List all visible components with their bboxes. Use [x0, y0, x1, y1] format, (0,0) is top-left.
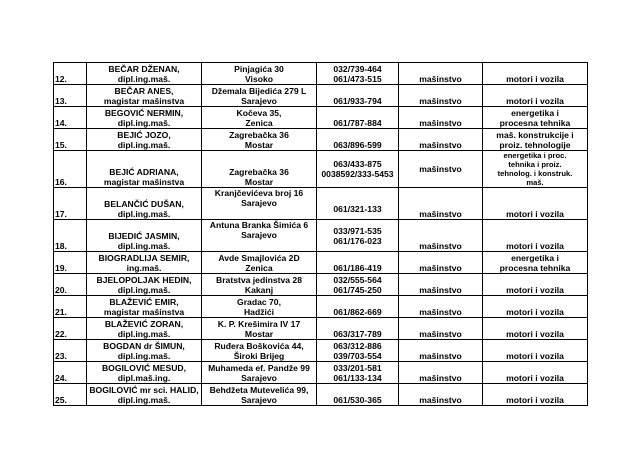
phone-line: 061/186-419 [333, 263, 382, 273]
phone-cell [317, 362, 399, 384]
phone-line: 063/896-599 [333, 140, 382, 150]
phone-cell [317, 63, 399, 85]
row-number: 13. [54, 85, 87, 107]
name-line: dipl.ing.maš. [117, 241, 171, 251]
specialty-cell [483, 129, 588, 151]
row-number: 15. [54, 129, 87, 151]
name-cell [87, 107, 202, 129]
specialty-line: motori i vozila [506, 351, 564, 361]
address-cell [202, 274, 317, 296]
address-line: Zenica [245, 263, 273, 273]
specialty-line: energetika i proc. [503, 151, 567, 160]
name-cell [87, 85, 202, 107]
address-cell [202, 220, 317, 252]
name-line: BELANČIĆ DUŠAN, [104, 199, 184, 209]
phone-line: 061/473-515 [333, 74, 382, 84]
name-line: magistar mašinstva [103, 307, 185, 317]
address-cell [202, 151, 317, 188]
table-row [54, 63, 588, 85]
table-row [54, 296, 588, 318]
phone-line: 063/312-886 [333, 341, 382, 351]
specialty-cell [483, 296, 588, 318]
specialty-line: motori i vozila [506, 74, 564, 84]
address-line: Kakanj [244, 285, 274, 295]
phone-line: 063/317-789 [333, 329, 382, 339]
specialty-line: motori i vozila [506, 241, 564, 251]
specialty-line: motori i vozila [506, 329, 564, 339]
phone-line [318, 194, 397, 204]
table-row [54, 318, 588, 340]
field-cell: mašinstvo [399, 220, 483, 252]
field-cell: mašinstvo [399, 188, 483, 220]
specialty-line: motori i vozila [506, 307, 564, 317]
name-cell [87, 362, 202, 384]
address-cell [202, 63, 317, 85]
phone-line [318, 86, 397, 96]
specialty-line: motori i vozila [506, 96, 564, 106]
row-number: 25. [54, 384, 87, 406]
address-line: Mostar [244, 177, 274, 187]
row-number: 14. [54, 107, 87, 129]
name-cell [87, 188, 202, 220]
row-number: 17. [54, 188, 87, 220]
field-cell: mašinstvo [399, 252, 483, 274]
table-row [54, 252, 588, 274]
name-line: BLAŽEVIĆ EMIR, [109, 297, 179, 307]
name-cell [87, 151, 202, 188]
specialty-line: procesna tehnika [499, 263, 571, 273]
address-line: Mostar [244, 140, 274, 150]
phone-line: 032/739-464 [333, 64, 382, 74]
address-line: Pinjagića 30 [234, 64, 284, 74]
table-row [54, 107, 588, 129]
table-row [54, 384, 588, 406]
name-line: magistar mašinstva [103, 96, 185, 106]
name-line: BOGDAN dr ŠIMUN, [103, 341, 185, 351]
name-line: magistar mašinstva [103, 177, 185, 187]
address-line: Zagrebačka 36 [229, 130, 289, 140]
row-number: 22. [54, 318, 87, 340]
address-cell [202, 362, 317, 384]
phone-line: 033/971-535 [333, 225, 382, 236]
address-line: Zagrebačka 36 [229, 167, 289, 177]
name-cell [87, 129, 202, 151]
address-line: Gradac 70, [237, 297, 281, 307]
specialty-line: energetika i [511, 253, 559, 263]
address-cell [202, 384, 317, 406]
phone-cell [317, 384, 399, 406]
table-row [54, 220, 588, 252]
address-cell [202, 129, 317, 151]
phone-line [318, 108, 397, 118]
row-number: 20. [54, 274, 87, 296]
specialty-cell [483, 107, 588, 129]
phone-line: 061/745-250 [333, 285, 382, 295]
name-line: BOGILOVIĆ mr sci. HALID, [89, 385, 199, 395]
specialty-line: maš. [526, 178, 544, 187]
phone-cell [317, 274, 399, 296]
specialty-cell [483, 188, 588, 220]
phone-line: 061/933-794 [333, 96, 382, 106]
row-number: 12. [54, 63, 87, 85]
specialty-cell [483, 63, 588, 85]
phone-line: 061/133-134 [333, 373, 382, 383]
field-cell: mašinstvo [399, 107, 483, 129]
specialty-cell [483, 340, 588, 362]
phone-line: 039/703-554 [333, 351, 382, 361]
phone-line: 061/321-133 [333, 203, 382, 214]
specialty-line: motori i vozila [506, 373, 564, 383]
address-line: Džemala Bijedića 279 L [211, 86, 307, 96]
name-line: dipl.ing.maš. [117, 395, 171, 405]
name-line: dipl.ing.maš. [117, 209, 171, 219]
specialty-cell [483, 151, 588, 188]
table-row [54, 129, 588, 151]
specialty-line: motori i vozila [506, 209, 564, 219]
specialty-cell [483, 318, 588, 340]
name-line: ing.maš. [126, 263, 162, 273]
phone-cell [317, 340, 399, 362]
table-row [54, 85, 588, 107]
address-line: Sarajevo [241, 395, 277, 405]
specialty-cell [483, 384, 588, 406]
name-line: BEJIĆ JOZO, [117, 130, 171, 140]
phone-line: 033/201-581 [333, 363, 382, 373]
name-cell [87, 340, 202, 362]
phone-line [318, 253, 397, 263]
name-line: BJELOPOLJAK HEDIN, [96, 275, 192, 285]
phone-line: 061/787-884 [333, 118, 382, 128]
name-line: dipl.ing.maš. [117, 329, 171, 339]
address-cell [202, 85, 317, 107]
address-line: Antuna Branka Šimića 6 [209, 220, 309, 230]
field-cell: mašinstvo [399, 129, 483, 151]
address-line: Kranjčevićeva broj 16 [214, 188, 304, 198]
specialty-cell [483, 274, 588, 296]
field-cell: mašinstvo [399, 274, 483, 296]
name-line: BLAŽEVIĆ ZORAN, [104, 319, 184, 329]
address-cell [202, 318, 317, 340]
name-line: BEJIĆ ADRIANA, [109, 167, 179, 177]
specialty-line: energetika i [511, 108, 559, 118]
phone-line [318, 319, 397, 329]
phone-line: 061/176-023 [333, 235, 382, 246]
phone-cell [317, 129, 399, 151]
specialty-cell [483, 220, 588, 252]
row-number: 18. [54, 220, 87, 252]
phone-cell [317, 85, 399, 107]
specialty-line: maš. konstrukcije i [496, 130, 574, 140]
name-line: BOGILOVIĆ MESUD, [101, 363, 187, 373]
specialty-cell [483, 362, 588, 384]
name-line: dipl.ing.maš. [117, 351, 171, 361]
name-line: dipl.ing.maš. [117, 285, 171, 295]
address-line: Muhameda ef. Pandže 99 [208, 363, 310, 373]
address-cell [202, 188, 317, 220]
address-line: Kočeva 35, [236, 108, 282, 118]
field-cell: mašinstvo [399, 318, 483, 340]
name-line: BIOGRADLIJA SEMIR, [98, 253, 190, 263]
engineers-registry-table [53, 62, 588, 406]
registry-body [54, 63, 588, 406]
field-cell: mašinstvo [399, 362, 483, 384]
name-line: dipl.ing.maš. [117, 140, 171, 150]
name-line: BEČAR ANES, [114, 86, 174, 96]
field-cell: mašinstvo [399, 85, 483, 107]
address-line: Mostar [244, 329, 274, 339]
phone-line: 061/530-365 [333, 395, 382, 405]
address-line: Sarajevo [241, 230, 277, 240]
name-cell [87, 384, 202, 406]
row-number: 16. [54, 151, 87, 188]
phone-cell [317, 252, 399, 274]
address-line: K. P. Krešimira IV 17 [217, 319, 301, 329]
table-row [54, 188, 588, 220]
field-cell: mašinstvo [399, 296, 483, 318]
field-cell: mašinstvo [399, 151, 483, 188]
table-row [54, 340, 588, 362]
phone-cell [317, 220, 399, 252]
phone-cell [317, 151, 399, 188]
address-cell [202, 296, 317, 318]
name-line: dipl.ing.maš. [117, 74, 171, 84]
table-row [54, 274, 588, 296]
phone-line: 061/862-669 [333, 307, 382, 317]
name-line: dipl.maš.ing. [117, 373, 171, 383]
address-line: Široki Brijeg [233, 351, 285, 361]
address-line: Ruđera Boškovića 44, [214, 341, 304, 351]
name-cell [87, 252, 202, 274]
address-line: Zenica [245, 118, 273, 128]
address-line: Sarajevo [241, 96, 277, 106]
phone-line: 032/555-564 [333, 275, 382, 285]
phone-cell [317, 188, 399, 220]
address-line: Visoko [244, 74, 274, 84]
table-row [54, 151, 588, 188]
address-cell [202, 107, 317, 129]
phone-line [318, 385, 397, 395]
name-cell [87, 220, 202, 252]
row-number: 21. [54, 296, 87, 318]
specialty-cell [483, 85, 588, 107]
specialty-line: proiz. tehnologije [499, 140, 571, 150]
field-cell: mašinstvo [399, 384, 483, 406]
name-cell [87, 296, 202, 318]
address-line: Bratstva jedinstva 28 [216, 275, 302, 285]
field-cell: mašinstvo [399, 340, 483, 362]
specialty-line: motori i vozila [506, 285, 564, 295]
phone-cell [317, 296, 399, 318]
name-line: BEGOVIĆ NERMIN, [104, 108, 184, 118]
name-cell [87, 63, 202, 85]
specialty-cell [483, 252, 588, 274]
address-line: Sarajevo [241, 198, 277, 208]
row-number: 19. [54, 252, 87, 274]
name-line: dipl.ing.maš. [117, 118, 171, 128]
specialty-line: tehnika i proiz. [508, 160, 562, 169]
phone-cell [317, 318, 399, 340]
row-number: 24. [54, 362, 87, 384]
phone-line [318, 130, 397, 140]
address-line: Sarajevo [241, 373, 277, 383]
name-cell [87, 274, 202, 296]
address-line: Avde Smajlovića 2D [218, 253, 300, 263]
phone-line [318, 297, 397, 307]
name-line: BEČAR DŽENAN, [108, 64, 180, 74]
table-row [54, 362, 588, 384]
name-line: BIJEDIĆ JASMIN, [108, 231, 180, 241]
name-cell [87, 318, 202, 340]
phone-cell [317, 107, 399, 129]
specialty-line: tehnolog. i konstruk. [497, 169, 573, 178]
specialty-line: procesna tehnika [499, 118, 571, 128]
address-line: Behdžeta Mutevelića 99, [209, 385, 309, 395]
field-cell: mašinstvo [399, 63, 483, 85]
phone-line: 063/433-875 [333, 159, 382, 169]
address-cell [202, 340, 317, 362]
address-line: Hadžići [243, 307, 275, 317]
address-cell [202, 252, 317, 274]
phone-line: 0038592/333-5453 [321, 169, 394, 179]
row-number: 23. [54, 340, 87, 362]
specialty-line: motori i vozila [506, 395, 564, 405]
